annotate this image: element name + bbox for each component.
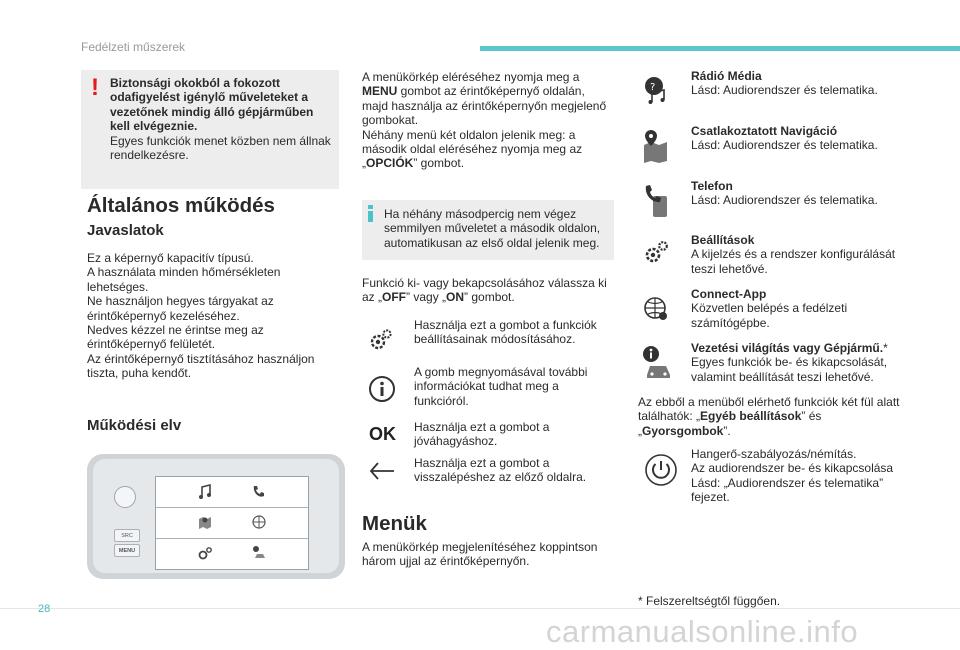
intro-text: ” gombot. bbox=[413, 156, 465, 171]
header-accent-bar bbox=[480, 46, 960, 51]
menu-item-title: Telefon bbox=[691, 179, 733, 193]
screen-divider bbox=[156, 538, 308, 539]
car-info-icon bbox=[248, 542, 270, 564]
warning-bold-text: Biztonsági okokból a fokozott odafigyelést igénylő műveleteket a vezetőnek mindig álló gépjárműben kell elvégeznie. bbox=[110, 76, 314, 134]
rec-line: Nedves kézzel ne érintse meg az érintőképernyő felületét. bbox=[87, 323, 264, 352]
settings-icon bbox=[641, 238, 671, 268]
intro-text: A menükörkép eléréséhez nyomja meg a bbox=[362, 70, 580, 84]
other-settings-bold: Egyéb beállítások bbox=[700, 409, 802, 424]
toggle-text-part: ” vagy „ bbox=[406, 290, 447, 305]
general-operation-heading: Általános működés bbox=[87, 194, 275, 217]
menu-item-connect-app bbox=[691, 287, 911, 330]
menu-intro-p2 bbox=[362, 128, 614, 171]
rec-line: Ne használjon hegyes tárgyakat az érintőképernyő kezeléséhez. bbox=[87, 294, 274, 323]
page-number: 28 bbox=[38, 603, 51, 615]
menu-item-title: Csatlakoztatott Navigáció bbox=[691, 124, 838, 138]
menu-item-text: Lásd: Audiorendszer és telematika. bbox=[691, 83, 878, 98]
warning-exclamation-icon: ! bbox=[91, 74, 99, 101]
warning-text bbox=[110, 76, 332, 162]
menus-text: A menükörkép megjelenítéséhez koppintson három ujjal az érintőképernyőn. bbox=[362, 540, 598, 569]
toggle-text-part: Funkció ki- vagy bekapcsolásához válassza ki az „ bbox=[362, 276, 607, 305]
intro-options-bold: OPCIÓK bbox=[366, 156, 414, 171]
watermark: carmanualsonline.info bbox=[546, 614, 859, 649]
menus-heading: Menük bbox=[362, 512, 427, 535]
footer-divider bbox=[0, 608, 960, 609]
info-icon bbox=[367, 374, 397, 404]
menu-item-text: Lásd: Audiorendszer és telematika. bbox=[691, 138, 878, 153]
menu-item-radio-media bbox=[691, 69, 911, 98]
menu-item-title-text: Vezetési világítás vagy Gépjármű. bbox=[691, 341, 884, 355]
rec-line: A használata minden hőmérsékleten lehetséges. bbox=[87, 265, 281, 294]
menu-item-vehicle bbox=[691, 341, 911, 384]
intro-text: Néhány menü két oldalon jelenik meg: a második oldal eléréséhez nyomja meg az „ bbox=[362, 127, 583, 171]
ok-icon: OK bbox=[369, 424, 396, 444]
svg-text:?: ? bbox=[650, 82, 656, 93]
operating-principle-heading: Működési elv bbox=[87, 417, 182, 434]
connect-app-icon bbox=[248, 511, 270, 533]
src-key: SRC bbox=[114, 529, 140, 542]
settings-gear-icon bbox=[366, 325, 396, 355]
menu-item-title: Connect-App bbox=[691, 287, 767, 301]
warning-normal-text: Egyes funkciók menet közben nem állnak rendelkezésre. bbox=[110, 133, 331, 163]
menu-item-navigation bbox=[691, 124, 911, 153]
quick-buttons-bold: Gyorsgombok bbox=[642, 423, 724, 438]
other-text-part: Az ebből a menüből elérhető funkciók két fül alatt találhatók: „ bbox=[638, 395, 900, 424]
back-button-text: Használja ezt a gombot a visszalépéshez az előző oldalra. bbox=[414, 456, 587, 485]
power-line: Hangerő-szabályozás/némítás. bbox=[691, 447, 857, 461]
music-note-icon bbox=[194, 481, 216, 503]
navigation-map-icon bbox=[643, 128, 669, 164]
menu-item-phone bbox=[691, 179, 911, 208]
section-title: Fedélzeti műszerek bbox=[81, 40, 186, 54]
off-bold: OFF bbox=[382, 290, 407, 305]
phone-icon bbox=[643, 183, 669, 219]
rec-line: Az érintőképernyő tisztításához használjon tiszta, puha kendőt. bbox=[87, 351, 315, 381]
intro-menu-bold: MENU bbox=[362, 84, 398, 99]
other-text-part: ” és „ bbox=[638, 409, 822, 438]
menu-intro-text bbox=[362, 70, 614, 171]
power-line: Az audiorendszer be- és kikapcsolása bbox=[691, 461, 894, 476]
recommendations-text bbox=[87, 251, 337, 381]
car-info-icon bbox=[641, 344, 673, 380]
menu-item-title: Beállítások bbox=[691, 233, 755, 247]
footnote-marker: * bbox=[883, 341, 888, 355]
menu-item-text: Közvetlen belépés a fedélzeti számítógépbe. bbox=[691, 301, 848, 330]
toggle-text bbox=[362, 276, 614, 305]
footnote: * Felszereltségtől függően. bbox=[638, 594, 781, 608]
ok-button-text: Használja ezt a gombot a jóváhagyáshoz. bbox=[414, 420, 550, 449]
menu-intro-p1 bbox=[362, 70, 614, 128]
back-arrow-icon bbox=[367, 456, 397, 486]
intro-text: gombot az érintőképernyő oldalán, majd használja az érintőképernyőn megjelenő gombokat. bbox=[362, 84, 607, 128]
info-button-text: A gomb megnyomásával további információkat tudhat meg a funkcióról. bbox=[414, 365, 588, 408]
recommendations-heading: Javaslatok bbox=[87, 222, 164, 239]
device-screen bbox=[155, 476, 309, 570]
rec-line: Ez a képernyő kapacitív típusú. bbox=[87, 251, 254, 265]
settings-button-text: Használja ezt a gombot a funkciók beállításainak módosításához. bbox=[414, 318, 597, 347]
toggle-text-part: ” gombot. bbox=[464, 290, 515, 305]
navigation-map-icon bbox=[194, 511, 216, 533]
device-face bbox=[93, 459, 339, 573]
phone-icon bbox=[248, 481, 270, 503]
on-bold: ON bbox=[446, 290, 465, 305]
menu-item-text: Lásd: Audiorendszer és telematika. bbox=[691, 193, 878, 208]
music-note-icon bbox=[643, 75, 669, 105]
connect-app-icon bbox=[641, 294, 671, 324]
settings-icon bbox=[194, 542, 216, 564]
menu-item-title bbox=[691, 341, 911, 355]
screen-divider bbox=[156, 507, 308, 508]
power-text bbox=[691, 447, 906, 505]
menu-item-text: Egyes funkciók be- és kikapcsolását, valamint beállítását teszi lehetővé. bbox=[691, 355, 888, 384]
other-settings-text bbox=[638, 395, 900, 438]
power-icon bbox=[643, 452, 679, 488]
menu-key: MENU bbox=[114, 544, 140, 557]
volume-knob bbox=[114, 486, 136, 508]
menu-item-title: Rádió Média bbox=[691, 69, 762, 83]
other-text-part: ”. bbox=[723, 423, 731, 438]
power-line: Lásd: „Audiorendszer és telematika” fejezet. bbox=[691, 475, 884, 505]
menu-item-text: A kijelzés és a rendszer konfigurálását teszi lehetővé. bbox=[691, 247, 896, 276]
info-marker-icon bbox=[368, 205, 373, 222]
menu-item-settings bbox=[691, 233, 911, 276]
touchscreen-device-illustration bbox=[87, 454, 345, 579]
info-text: Ha néhány másodpercig nem végez semmilyen műveletet a második oldalon, automatikusan az első oldal jelenik meg. bbox=[384, 207, 601, 250]
